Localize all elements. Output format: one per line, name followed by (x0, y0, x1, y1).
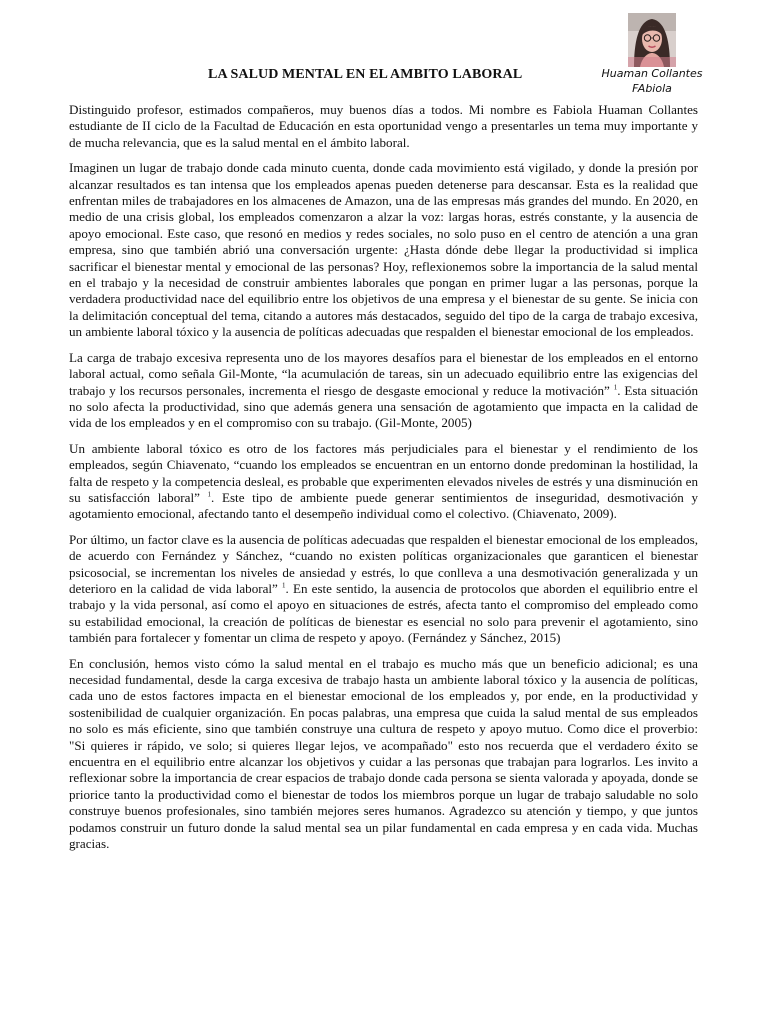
paragraph-conclusion: En conclusión, hemos visto cómo la salud mental en el trabajo es mucho más que un beneficio adicional; es una necesidad fundamental, desde la carga excesiva de trabajo hasta un ambiente laboral tóxico y la ausencia de políticas, cada uno de estos factores impacta en el bienestar emocional de los empleados y, por ende, en la productividad y sostenibilidad de cualquier organización. En pocas palabras, una empresa que cuida la salud mental de sus empleados no solo es más eficiente, sino que también construye una cultura de respeto y apoyo mutuo. Como dice el proverbio: "Si quieres ir rápido, ve solo; si quieres llegar lejos, ve acompañado" esto nos recuerda que el verdadero éxito se encuentra en el equilibrio entre alcanzar los objetivos y cuidar a las personas que trabajan para lograrlos. Les invito a reflexionar sobre la importancia de crear espacios de trabajo donde cada persona se sienta valorada y apoyada, donde se priorice tanto la productividad como el bienestar de todos los miembros porque un lugar de trabajo saludable no solo construye buenos profesionales, sino también mejores seres humanos. Agradezco su atención y tiempo, y que juntos podamos construir un futuro donde la salud mental sea un pilar fundamental en cada empresa y en cada vida. Muchas gracias. (69, 655, 698, 852)
paragraph-text: . Este tipo de ambiente puede generar sentimientos de inseguridad, desmotivación y agotamiento emocional, afectando tanto el desempeño individual como el colectivo. (Chiavenato, 2009). (69, 489, 698, 522)
paragraph-context: Imaginen un lugar de trabajo donde cada minuto cuenta, donde cada movimiento está vigilado, y donde la presión por alcanzar resultados es tan intensa que los empleados apenas pueden detenerse para descansar. Esta es la realidad que enfrentan miles de trabajadores en los almacenes de Amazon, una de las empresas más grandes del mundo. En 2020, en medio de una crisis global, los empleados comenzaron a alzar la voz: largas horas, estrés constante, y la ausencia de apoyo emocional. Este caso, que resonó en medios y redes sociales, no solo puso en el centro de atención a una gran empresa, sino que también abrió una conversación urgente: ¿Hasta dónde debe llegar la productividad si implica sacrificar el bienestar mental y emocional de las personas? Hoy, reflexionemos sobre la importancia de la salud mental en el trabajo y la necesidad de construir ambientes laborales que pongan en primer lugar a las personas, porque la verdadera productividad nace del equilibrio entre los objetivos de una empresa y el bienestar de su gente. Se inicia con la delimitación conceptual del tema, citando a autores más destacados, seguido del tipo de la carga de trabajo excesiva, un ambiente laboral tóxico y la ausencia de políticas adecuadas que respalden el bienestar emocional de los empleados. (69, 160, 698, 340)
document-header (0, 0, 768, 100)
footnote-marker: 1 (207, 490, 212, 499)
document-title: LA SALUD MENTAL EN EL AMBITO LABORAL (208, 67, 523, 82)
paragraph-text: . En este sentido, la ausencia de protocolos que aborden el equilibrio entre el trabajo y la vida personal, así como el apoyo en situaciones de estrés, afecta tanto el compromiso del empleado como su estabilidad emocional, la creación de políticas de bienestar es esencial no solo para prevenir el agotamiento, sino también para fortalecer y fomentar un clima de respeto y apoyo. (Fernández y Sánchez, 2015) (69, 580, 698, 646)
paragraph-text: Un ambiente laboral tóxico es otro de los factores más perjudiciales para el bienestar y el rendimiento de los empleados, según Chiavenato, “cuando los empleados se encuentran en un entorno donde predominan la hostilidad, la falta de respeto y la competencia desleal, es probable que experimenten elevados niveles de estrés y una disminución en su satisfacción laboral” (69, 440, 698, 505)
author-name-line1: Huaman Collantes (601, 67, 703, 80)
paragraph-text: La carga de trabajo excesiva representa uno de los mayores desafíos para el bienestar de los empleados en el entorno laboral actual, como señala Gil-Monte, “la acumulación de tareas, sin un adecuado equilibrio entre las exigencias del trabajo y los recursos personales, incrementa el riesgo de desgaste emocional y reduce la motivación” (69, 349, 698, 398)
paragraph-intro: Distinguido profesor, estimados compañeros, muy buenos días a todos. Mi nombre es Fabiola Huaman Collantes estudiante de II ciclo de la Facultad de Educación en esta oportunidad vengo a presentarles un tema muy importante y de mucha relevancia, que es la salud mental en el ámbito laboral. (69, 102, 698, 150)
footnote-marker: 1 (613, 383, 618, 392)
author-name (596, 66, 708, 96)
paragraph-text: Por último, un factor clave es la ausencia de políticas adecuadas que respalden el bienestar emocional de los empleados, de acuerdo con Fernández y Sánchez, “cuando no existen políticas organizacionales que garanticen el bienestar psicosocial, se incrementan los niveles de ansiedad y estrés, lo que conlleva a una desmotivación generalizada y un deterioro en la calidad de vida laboral” (69, 531, 698, 596)
author-name-line2: FAbiola (632, 82, 672, 95)
document-body (69, 102, 698, 861)
paragraph-toxic-environment (69, 441, 698, 523)
paragraph-text: . Esta situación no solo afecta la productividad, sino que además genera una sensación de agotamiento que impacta en la calidad de vida de los empleados y en el compromiso con su trabajo. (Gil-Monte, 2005) (69, 382, 698, 431)
footnote-marker: 1 (282, 581, 286, 590)
paragraph-workload (69, 350, 698, 432)
paragraph-policies (69, 532, 698, 647)
author-photo (628, 13, 676, 67)
